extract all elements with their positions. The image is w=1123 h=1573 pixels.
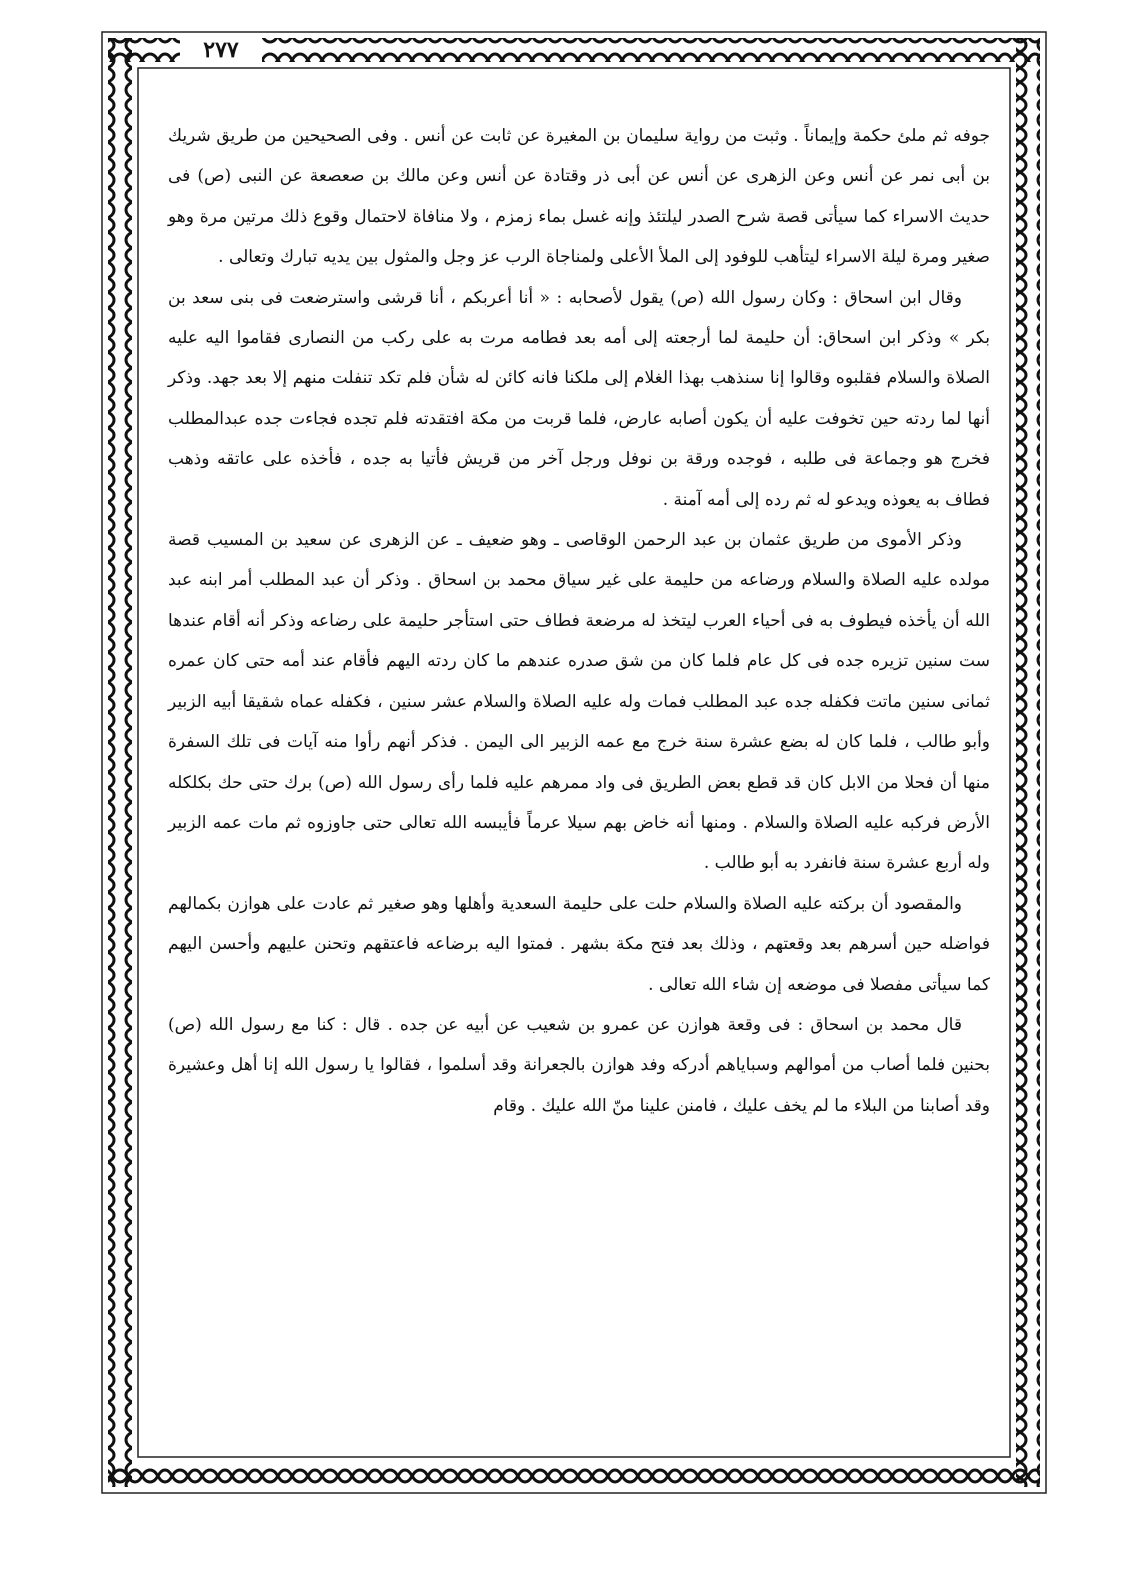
border-bottom (108, 1463, 1040, 1487)
paragraph: جوفه ثم ملئ حكمة وإيماناً . وثبت من رواية سليمان بن المغيرة عن ثابت عن أنس . وفى الصحيحين من طريق شريك بن أبى نمر عن أنس وعن الزهرى عن أنس عن أبى ذر وقتادة عن أنس وعن مالك بن صعصعة عن النبى (ص) فى حديث الاسراء كما سيأتى قصة شرح الصدر ليلتئذ وإنه غسل بماء زمزم ، ولا منافاة لاحتمال وقوع ذلك مرتين مرة وهو صغير ومرة ليلة الاسراء ليتأهب للوفود إلى الملأ الأعلى ولمناجاة الرب عز وجل والمثول بين يديه تبارك وتعالى . (168, 126, 991, 268)
border-right (1016, 38, 1040, 1487)
paragraph: قال محمد بن اسحاق : فى وقعة هوازن عن عمرو بن شعيب عن أبيه عن جده . قال : كنا مع رسول الله (ص) بحنين فلما أصاب من أموالهم وسباياهم أدركه وفد هوازن بالجعرانة وقد أسلموا ، فقالوا يا رسول الله إنا أهل وعشيرة وقد أصابنا من البلاء ما لم يخف عليك ، فامنن علينا منّ الله عليك . وقام (168, 1014, 990, 1116)
page-number: ٢٧٧ (180, 36, 262, 64)
paragraph: والمقصود أن بركته عليه الصلاة والسلام حلت على حليمة السعدية وأهلها وهو صغير ثم عادت على هوازن بكمالهم فواضله حين أسرهم بعد وقعتهم ، وذلك بعد فتح مكة بشهر . فمتوا اليه برضاعه فاعتقهم وتحنن عليهم وأحسن اليهم كما سيأتى مفصلا فى موضعه إن شاء الله تعالى . (168, 893, 990, 995)
border-left (108, 38, 132, 1487)
body-text (168, 116, 990, 1126)
paragraph: وذكر الأموى من طريق عثمان بن عبد الرحمن الوقاصى ـ وهو ضعيف ـ عن الزهرى عن سعيد بن المسيب قصة مولده عليه الصلاة والسلام ورضاعه من حليمة على غير سياق محمد بن اسحاق . وذكر أن عبد المطلب أمر ابنه عبد الله أن يأخذه فيطوف به فى أحياء العرب ليتخذ له مرضعة فطاف حتى استأجر حليمة على رضاعه وذكر أنه أقام عندها ست سنين تزيره جده فى كل عام فلما كان من شق صدره عندهم ما كان ردته اليهم فأقام عند أمه حتى كان عمره ثمانى سنين ماتت فكفله جده عبد المطلب فمات وله عليه الصلاة والسلام عشر سنين ، فكفله عماه شقيقا أبيه الزبير وأبو طالب ، فلما كان له بضع عشرة سنة خرج مع عمه الزبير الى اليمن . فذكر أنهم رأوا منه آيات فى تلك السفرة منها أن فحلا من الابل كان قد قطع بعض الطريق فى واد ممرهم عليه فلما رأى رسول الله (ص) برك حتى حك بكلكله الأرض فركبه عليه الصلاة والسلام . ومنها أنه خاض بهم سيلا عرماً فأيبسه الله تعالى حتى جاوزوه ثم مات عمه الزبير وله أربع عشرة سنة فانفرد به أبو طالب . (168, 530, 990, 874)
paragraph: وقال ابن اسحاق : وكان رسول الله (ص) يقول لأصحابه : « أنا أعربكم ، أنا قرشى واسترضعت فى بنى سعد بن بكر » وذكر ابن اسحاق: أن حليمة لما أرجعته إلى أمه بعد فطامه مرت به على ركب من النصارى فقاموا اليه عليه الصلاة والسلام فقلبوه وقالوا إنا سنذهب بهذا الغلام إلى ملكنا فانه كائن له شأن فلم تكد تنفلت منهم إلا بعد جهد. وذكر أنها لما ردته حين تخوفت عليه أن يكون أصابه عارض، فلما قربت من مكة افتقدته فلم تجده فجاءت جده عبدالمطلب فخرج هو وجماعة فى طلبه ، فوجده ورقة بن نوفل ورجل آخر من قريش فأتيا به جده ، فأخذه على عاتقه وذهب فطاف به يعوذه ويدعو له ثم رده إلى أمه آمنة . (168, 287, 990, 510)
